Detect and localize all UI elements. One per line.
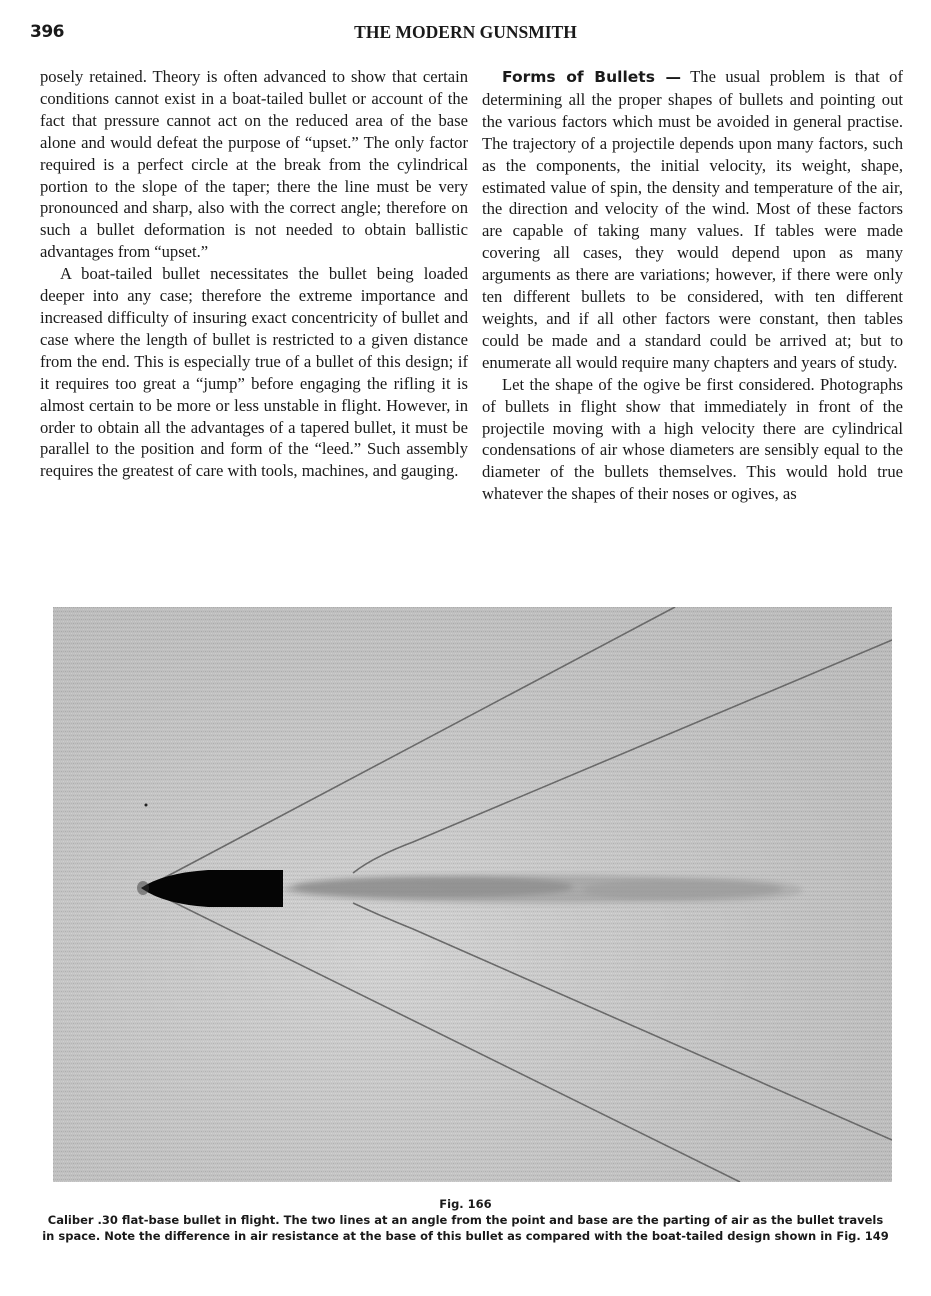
figure-photograph [53, 607, 892, 1182]
paragraph: posely retained. Theory is often advanced to show that certain conditions cannot exist in a boat-tailed bullet or account of the fact that pressure cannot act on the reduced area of the base alone and would defeat the purpose of “upset.” The only factor required is a perfect circle at the break from the cylindrical portion to the slope of the taper; there the line must be very pronounced and sharp, also with the correct angle; therefore on such a bullet deformation is not needed to obtain ballistic advantages from “upset.” [40, 67, 468, 262]
paragraph: A boat-tailed bullet necessitates the bullet being loaded deeper into any case; therefore the extreme importance and increased difficulty of insuring exact concentricity of bullet and case where the length of bullet is restricted to a given distance from the end. This is especially true of a bullet of this design; if it requires too great a “jump” before engaging the rifling it is almost certain to be more or less unstable in flight. However, in order to obtain all the advantages of a tapered bullet, it must be parallel to the position and form of the “leed.” Such assembly requires the greatest of care with tools, machines, and gauging. [40, 264, 468, 481]
page-number: 396 [30, 22, 64, 42]
running-title: THE MODERN GUNSMITH [354, 22, 577, 42]
turbulent-wake [283, 875, 803, 903]
paragraph-text: The usual problem is that of determining all the proper shapes of bullets and pointing out the various factors which must be avoided in general practise. The trajectory of a projectile depends upon many factors, such as the components, the initial velocity, its weight, shape, estimated value of spin, the density and temperature of the air, the direction and velocity of the wind. Most of these factors are capable of taking many values. If tables were made covering all cases, they would depend upon as many arguments as there are variations; however, if there were only ten different bullets to be considered, with ten different weights, and if all other factors were constant, then tables could be made and a standard could be arrived at; but to enumerate all would require many chapters and years of study. [482, 67, 903, 372]
bullet-shadowgraph-image [53, 607, 892, 1182]
section-heading: Forms of Bullets — [502, 68, 682, 86]
right-column [482, 66, 903, 505]
figure-label: Fig. 166 [439, 1197, 492, 1211]
figure-caption: Caliber .30 flat-base bullet in flight. The two lines at an angle from the point and base are the parting of air as the bullet travels in space. Note the difference in air resistance at the base of this bullet as compared with the boat-tailed design shown in Fig. 149 [42, 1213, 889, 1243]
left-column [40, 66, 468, 482]
paragraph: Let the shape of the ogive be first considered. Photographs of bullets in flight show that immediately in front of the projectile moving with a high velocity there are cylindrical condensations of air whose diameters are sensibly equal to the diameter of the bullets themselves. This would hold true whatever the shapes of their noses or ogives, as [482, 374, 903, 504]
paragraph-forms-of-bullets [482, 66, 903, 374]
